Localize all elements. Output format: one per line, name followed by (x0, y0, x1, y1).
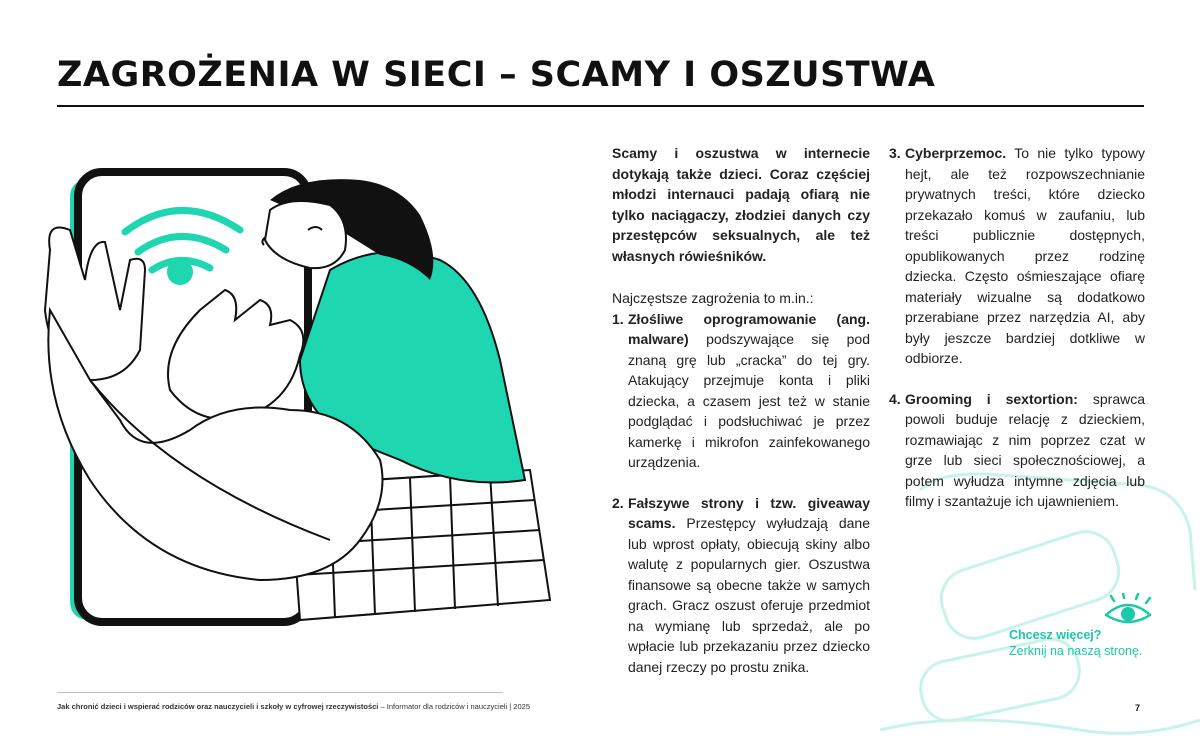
page-title: ZAGROŻENIA W SIECI – SCAMY I OSZUSTWA (57, 55, 936, 95)
list-number: 1. (612, 310, 624, 327)
footer-bold: Jak chronić dzieci i wspierać rodziców oraz nauczycieli i szkoły w cyfrowej rzeczywistości (57, 702, 379, 711)
list-item-body: To nie tylko typowy hejt, ale też rozpowszechnianie prywatnych treści, które dziecko przekazało komuś w zaufaniu, lub treści publicznie dostępnych, opublikowanych przez rodzinę dziecka. Często ośmieszające ofiarę materiały wizualne są dodatkowo przerabiane przez narzędzia AI, aby były jeszcze bardziej dotkliwe w odbiorze. (905, 145, 1145, 366)
list-item-heading: Złośliwe oprogramowanie (ang. malware) (628, 310, 870, 347)
list-number: 2. (612, 494, 624, 511)
list-item (889, 143, 1145, 369)
cta-title: Chcesz więcej? (1009, 628, 1102, 642)
title-underline (57, 105, 1144, 107)
intro-text: Najczęstsze zagrożenia to m.in.: (612, 290, 814, 306)
list-item-heading: Cyberprzemoc. (905, 145, 1007, 161)
list-item-body: sprawca powoli buduje relację z dzieckiem, rozmawiając z nim poprzez czat w grze lub sieci społecznościowej, a potem wyłudza intymne zdjęcia lub filmy i szantażuje ich ujawnieniem. (905, 390, 1145, 509)
list-item-heading: Grooming i sextortion: (905, 390, 1078, 407)
column-right (889, 143, 1145, 512)
list-item-body: Przestępcy wyłudzają dane lub wprost opłaty, obiecują skiny albo walutę z popularnych gier. Oszustwa finansowe są obecne także w samych grach. Gracz oszust oferuje przedmiot na wymianę lub sprzedaż, ale po wpłacie lub przekazaniu przez dziecko danej rzeczy po prostu znika. (628, 515, 870, 675)
list-item (612, 309, 870, 473)
lead-paragraph: Scamy i oszustwa w internecie dotykają także dzieci. Coraz częściej młodzi internauci padają ofiarą nie tylko naciągaczy, złodziei danych czy przestępców seksualnych, ale też własnych rówieśników. (612, 145, 870, 264)
footer-divider (57, 692, 503, 693)
list-item (612, 493, 870, 678)
list-item (889, 389, 1145, 512)
list-item-body: podszywające się pod znaną grę lub „cracka” do tej gry. Atakujący przejmuje konta i pliki dziecka, a czasem jest też w stanie podglądać i podsłuchiwać je przez kamerkę i mikrofon zainfekowanego urządzenia. (628, 331, 870, 470)
cta-block[interactable] (1009, 627, 1149, 659)
page-number: 7 (1135, 703, 1141, 713)
cta-link[interactable]: Zerknij na naszą stronę. (1009, 644, 1143, 658)
list-number: 4. (889, 390, 901, 407)
phone-hug-illustration (30, 160, 590, 650)
footer (57, 702, 530, 711)
column-left (612, 143, 870, 677)
footer-rest: – Informator dla rodziców i nauczycieli | 2025 (378, 702, 530, 711)
list-number: 3. (889, 145, 901, 161)
list-item-heading: Fałszywe strony i tzw. giveaway scams. (628, 494, 870, 531)
